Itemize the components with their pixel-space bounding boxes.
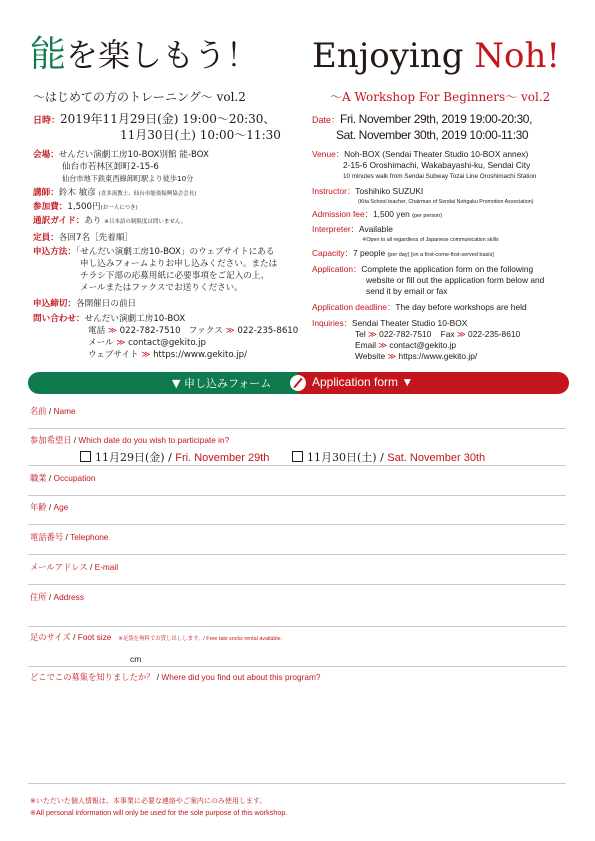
jp-tel: 022-782-7510 [119,326,181,336]
jp-deadline-value: 各開催日の前日 [75,299,137,309]
en-fee [312,209,442,222]
foot-note: ※足袋を無料でお貸し出しします。/ Free tabi socks rental available. [118,636,283,642]
jp-interp-value: あり [84,216,102,226]
jp-date-label: 日時： [33,116,61,126]
jp-interp-note: ※日本語の制限度は問いません。 [104,219,187,225]
en-inq-value: Sendai Theater Studio 10-BOX [352,318,468,328]
foot-jp: 足のサイズ [30,632,71,642]
en-apply [312,264,533,275]
en-date-label: Date： [312,115,341,125]
en-apply2: website or fill out the application form below and [366,275,545,285]
en-venue1: Noh-BOX (Sendai Theater Studio 10-BOX annex) [344,149,529,159]
jp-deadline-label: 申込締切： [33,299,76,309]
jp-apply4: メールまたはファクスでお送りください。 [80,283,243,293]
en-interp-label: Interpreter： [312,224,360,234]
subtitle-jp-vol: vol.2 [216,90,246,104]
title-jp-rest: を楽しもう！ [66,36,259,74]
en-capacity [312,248,494,261]
en-tel-fax: Tel ≫ 022-782-7510 Fax ≫ 022-235-8610 [355,329,521,339]
jp-web-link[interactable]: https://www.gekito.jp/ [153,350,247,360]
jp-capacity [33,232,133,244]
jp-mail-link[interactable]: contact@gekito.jp [128,338,207,348]
form-email-label: メールアドレス / E-mail [30,562,119,572]
jp-apply1: 「せんだい演劇工房10-BOX」のウェブサイトにある [75,247,275,257]
form-date-label: 参加希望日 / Which date do you wish to participate in? [30,435,230,445]
jp-fee-label: 参加費： [33,202,68,212]
banner-jp: ▼ 申し込みフォーム [172,377,272,390]
en-apply1: Complete the application form on the following [361,264,534,274]
phone-jp: 電話番号 [30,532,64,542]
subtitle-jp-text: 〜はじめての方のトレーニング〜 [33,90,213,104]
form-foot-label: 足のサイズ / Foot size ※足袋を無料でお貸し出しします。/ Free tabi socks rental available. [30,632,283,642]
en-interp-note: ※Open to all regardless of Japanese communication skills [362,237,499,243]
jp-fax: 022-235-8610 [237,326,299,336]
jp-venue [33,149,209,161]
banner-slash-icon [290,375,306,391]
jp-mail: メール ≫ contact@gekito.jp [88,338,207,348]
opt2-en: Sat. November 30th [387,452,486,464]
occupation-jp: 職業 [30,473,47,483]
en-instructor-label: Instructor： [312,186,356,196]
en-deadline-label: Application deadline： [312,302,396,312]
form-name-label: 名前 / Name [30,406,76,416]
subtitle-en [330,88,550,105]
en-instructor-note: (Kita School teacher, Chairman of Sendai Nohgaku Promotion Association) [358,199,534,205]
en-apply-label: Application： [312,264,362,274]
title-en [312,36,560,76]
en-fee-value: 1,500 yen [372,209,410,219]
jp-tel-fax: 電話 ≫ 022-782-7510 ファクス ≫ 022-235-8610 [88,326,299,336]
jp-apply-label: 申込方法： [33,247,76,257]
title-en-noh: Noh! [474,36,561,76]
en-interp-value: Available [359,224,393,234]
jp-inq-value: せんだい演劇工房10-BOX [84,314,186,324]
jp-apply2: 申し込みフォームよりお申し込みください。または [80,259,278,269]
en-apply3: send it by email or fax [366,286,448,296]
en-deadline [312,302,527,313]
jp-venue3: 仙台市地下鉄東西線卸町駅より徒歩10分 [62,174,194,183]
en-date [312,111,532,128]
jp-inquiries [33,313,185,325]
en-cap-value: 7 people [352,248,386,258]
en-fax-label: Fax [440,329,455,339]
jp-fee-value: 1,500円 [67,202,101,212]
date-option-2[interactable]: 11月30日(土) / Sat. November 30th [292,449,485,465]
en-tel: 022-782-7510 [379,329,432,339]
en-date2: Sat. November 30th, 2019 10:00-11:30 [336,128,529,142]
opt1-jp: 11月29日(金) [95,451,165,464]
jp-inq-label: 問い合わせ： [33,314,85,324]
occupation-field[interactable] [28,495,566,496]
en-web: Website ≫ https://www.gekito.jp/ [355,351,478,361]
jp-date2: 11月30日(土) 10:00〜11:30 [120,128,281,142]
jp-deadline [33,298,136,310]
en-tel-label: Tel [355,329,366,339]
en-fee-note: (per person) [412,213,443,219]
jp-fee [33,201,138,214]
en-fax: 022-235-8610 [468,329,521,339]
source-en: Where did you find out about this program? [161,672,321,682]
age-jp: 年齢 [30,502,47,512]
jp-venue1: せんだい演劇工房10-BOX別館 能-BOX [58,150,209,160]
application-form-banner [28,372,569,394]
email-field[interactable] [28,584,566,585]
en-cap-label: Capacity： [312,248,353,258]
name-field[interactable] [28,428,566,429]
jp-web-label: ウェブサイト [88,350,139,360]
jp-instructor-label: 講師： [33,188,59,198]
en-instructor [312,186,423,197]
source-field[interactable] [28,686,566,782]
foot-unit: cm [130,654,142,664]
occupation-en: Occupation [53,473,96,483]
email-en: E-mail [94,562,119,572]
jp-web: ウェブサイト ≫ https://www.gekito.jp/ [88,350,247,360]
en-web-label: Website [355,351,386,361]
age-en: Age [53,502,69,512]
name-en: Name [53,406,76,416]
address-jp: 住所 [30,592,47,602]
privacy-en: ※All personal information will only be used for the sole purpose of this workshop. [30,808,288,817]
form-source-label: どこでこの募集を知りましたか？ / Where did you find out about this program? [30,672,321,682]
jp-date1: 2019年11月29日(金) 19:00〜20:30、 [60,112,276,126]
jp-instructor-note: (喜多流教士、仙台市能楽振興協会会長) [98,191,197,197]
jp-interp-label: 通訳ガイド： [33,216,85,226]
en-mail: Email ≫ contact@gekito.jp [355,340,457,350]
en-fee-label: Admission fee： [312,209,373,219]
opt1-en: Fri. November 29th [175,452,270,464]
en-mail-link[interactable]: contact@gekito.jp [389,340,457,350]
source-jp: どこでこの募集を知りましたか？ [30,672,155,682]
jp-mail-label: メール [88,338,114,348]
phone-field[interactable] [28,554,566,555]
address-en: Address [53,592,84,602]
form-phone-label: 電話番号 / Telephone [30,532,109,542]
subtitle-en-vol: vol.2 [521,90,551,104]
checkbox-nov30[interactable] [292,451,303,462]
en-venue-label: Venue： [312,149,345,159]
jp-interp [33,215,186,228]
jp-instructor [33,187,196,200]
opt2-jp: 11月30日(土) [307,451,377,464]
age-field[interactable] [28,524,566,525]
jp-fee-note: (お一人につき) [100,205,138,211]
title-en-enjoying: Enjoying [312,36,464,76]
jp-cap-value: 各回7名［先着順］ [58,233,134,243]
jp-cap-label: 定員： [33,233,59,243]
address-field[interactable] [28,626,566,627]
en-venue3: 10 minutes walk from Sendai Subway Tozai Line Oroshimachi Station [343,173,537,180]
en-deadline-value: The day before workshops are held [395,302,527,312]
form-age-label: 年齢 / Age [30,502,69,512]
foot-size-field[interactable] [28,666,566,667]
date-jp: 参加希望日 [30,435,72,445]
subtitle-jp [33,88,246,105]
en-inquiries [312,318,467,329]
name-jp: 名前 [30,406,47,416]
jp-instructor-name: 鈴木 敏彦 [58,188,96,198]
jp-fax-label: ファクス [188,326,223,336]
jp-venue-label: 会場： [33,150,59,160]
en-instructor-name: Toshihiko SUZUKI [355,186,424,196]
foot-en: Foot size [77,632,112,642]
banner-en: Application form ▼ [312,375,414,389]
jp-apply3: チラシ下部の応募用紙に必要事項をご記入の上、 [80,271,270,281]
date-field-line [28,465,566,466]
date-en: Which date do you wish to participate in? [78,435,230,445]
en-venue [312,149,528,160]
subtitle-en-text: 〜A Workshop For Beginners〜 [330,90,518,104]
en-mail-label: Email [355,340,376,350]
date-option-1[interactable]: 11月29日(金) / Fri. November 29th [80,449,269,465]
title-jp-noh: 能 [30,34,67,75]
en-inq-label: Inquiries： [312,318,353,328]
en-cap-note: (per day) [on a first-come-first-served basis] [387,252,494,258]
jp-tel-label: 電話 [88,326,106,336]
en-venue2: 2-15-6 Oroshimachi, Wakabayashi-ku, Sendai City [343,160,531,170]
form-occupation-label: 職業 / Occupation [30,473,96,483]
jp-apply [33,246,275,258]
form-address-label: 住所 / Address [30,592,84,602]
form-bottom-line [28,783,566,784]
checkbox-nov29[interactable] [80,451,91,462]
title-jp [30,36,258,74]
en-web-link[interactable]: https://www.gekito.jp/ [398,351,478,361]
jp-venue2: 仙台市若林区卸町2-15-6 [62,162,159,172]
email-jp: メールアドレス [30,562,88,572]
en-date1: Fri. November 29th, 2019 19:00-20:30, [340,112,533,126]
privacy-jp: ※いただいた個人情報は、本事業に必要な連絡やご案内にのみ使用します。 [30,797,267,805]
phone-en: Telephone [70,532,109,542]
en-interp [312,224,393,235]
